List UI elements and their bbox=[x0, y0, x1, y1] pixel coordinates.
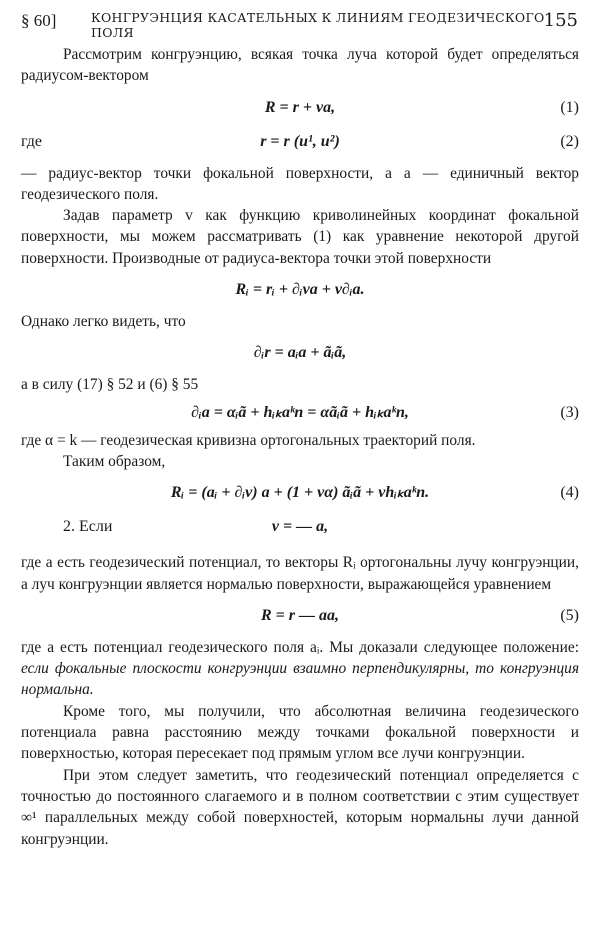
theorem-statement: если фокальные плоскости конгруэнции взаимно перпендикулярны, то конгруэнция нормальна. bbox=[21, 660, 579, 699]
page-body bbox=[21, 44, 579, 850]
paragraph: При этом следует заметить, что геодезический потенциал определяется с точностью до постоянного слагаемого и в полном соответствии с этим существует ∞¹ параллельных между собой поверхностей, которым нормальны лучи данной конгруэнции. bbox=[21, 766, 579, 848]
equation-number: (5) bbox=[560, 606, 579, 624]
equation-text: Rᵢ = (aᵢ + ∂ᵢv) a + (1 + vα) ãᵢã + vhᵢₖaᵏn. bbox=[170, 484, 430, 502]
paragraph bbox=[21, 637, 579, 701]
equation-text: r = r (u¹, u²) bbox=[260, 132, 340, 150]
paragraph: где α = k — геодезическая кривизна ортогональных траекторий поля. bbox=[21, 431, 476, 449]
equation-dr bbox=[21, 336, 579, 370]
equation-text: ∂ᵢa = αᵢã + hᵢₖaᵏn = αãᵢã + hᵢₖaᵏn, bbox=[191, 403, 409, 421]
equation-lead-text: 2. Если bbox=[63, 518, 113, 536]
equation-5 bbox=[21, 599, 579, 633]
equation-text: R = r + va, bbox=[264, 98, 336, 116]
paragraph: где a есть геодезический потенциал, то векторы Rᵢ ортогональны лучу конгруэнции, а луч конгруэнции является нормалью поверхности, выражающейся уравнением bbox=[21, 554, 579, 593]
equation-number: (2) bbox=[560, 132, 579, 150]
equation-1 bbox=[21, 91, 579, 125]
equation-number: (4) bbox=[560, 484, 579, 502]
running-header bbox=[21, 10, 578, 40]
paragraph: Однако легко видеть, что bbox=[21, 313, 186, 331]
paragraph: Задав параметр v как функцию криволинейных координат фокальной поверхности, мы можем рассматривать (1) как уравнение некоторой другой поверхности. Производные от радиуса-вектора точки этой поверхности bbox=[21, 207, 579, 267]
paragraph: — радиус-вектор точки фокальной поверхности, а a — единичный вектор геодезического поля. bbox=[21, 164, 579, 203]
paragraph: Рассмотрим конгруэнцию, всякая точка луча которой будет определяться радиусом-вектором bbox=[21, 46, 579, 85]
section-ref: § 60] bbox=[21, 11, 57, 30]
equation-text: Rᵢ = rᵢ + ∂ᵢva + v∂ᵢa. bbox=[235, 281, 365, 299]
equation-2 bbox=[21, 125, 579, 159]
equation-v bbox=[21, 510, 579, 544]
page-number: 155 bbox=[543, 10, 578, 31]
equation-3 bbox=[21, 396, 579, 430]
running-title: КОНГРУЭНЦИЯ КАСАТЕЛЬНЫХ К ЛИНИЯМ ГЕОДЕЗИЧЕСКОГО ПОЛЯ bbox=[91, 10, 545, 40]
equation-number: (3) bbox=[560, 403, 579, 421]
equation-ri bbox=[21, 273, 579, 307]
paragraph: Кроме того, мы получили, что абсолютная величина геодезического потенциала равна расстоянию между точками фокальной поверхности и поверхностью, которая пересекает под прямым углом все лучи конгруэнции. bbox=[21, 702, 579, 763]
equation-text: R = r — aa, bbox=[260, 606, 339, 624]
equation-number: (1) bbox=[560, 98, 579, 116]
equation-lead-text: где bbox=[21, 132, 43, 150]
equation-text: v = — a, bbox=[271, 518, 329, 536]
paragraph: а в силу (17) § 52 и (6) § 55 bbox=[21, 376, 199, 394]
paragraph: Таким образом, bbox=[63, 452, 166, 470]
equation-4 bbox=[21, 476, 579, 510]
equation-text: ∂ᵢr = aᵢa + ãᵢã, bbox=[253, 344, 347, 362]
paragraph-text: где a есть потенциал геодезического поля aᵢ. Мы доказали следующее положение: bbox=[21, 638, 579, 656]
